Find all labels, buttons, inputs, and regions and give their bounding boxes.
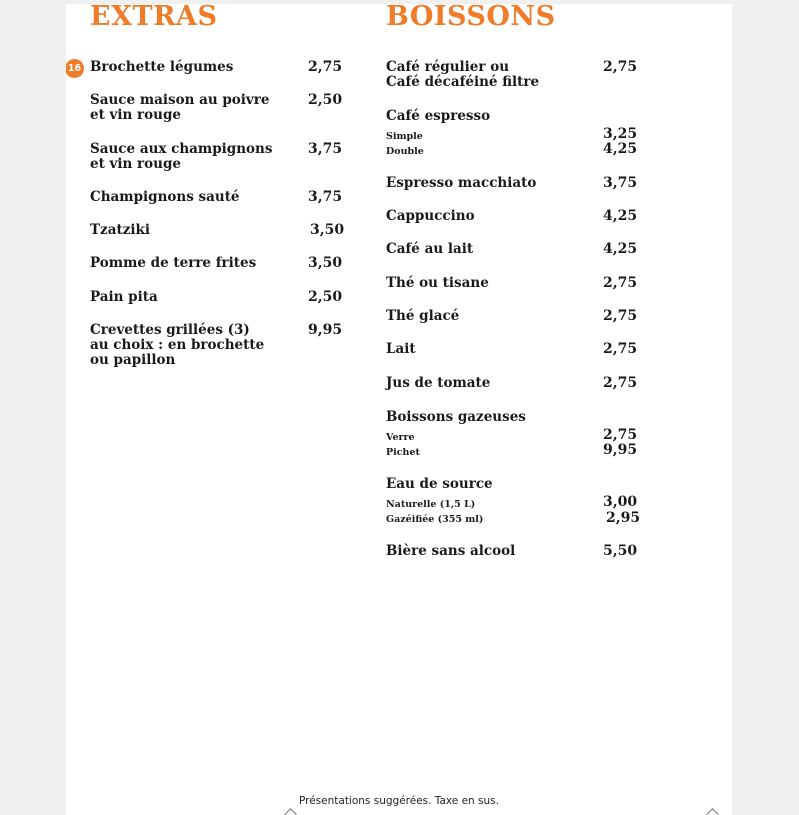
item-name: Café espresso <box>386 108 491 124</box>
item-price: 3,50 <box>310 222 345 238</box>
item-name: Espresso macchiato <box>386 175 537 191</box>
boissons-column <box>386 4 646 559</box>
menu-page <box>66 4 732 815</box>
sub-item-label: Pichet <box>386 447 420 458</box>
sub-item-price: 2,75 <box>603 427 638 443</box>
sub-item-price: 3,25 <box>603 126 638 142</box>
item-name: Pomme de terre frites <box>90 255 257 271</box>
extras-heading: EXTRAS <box>90 4 218 32</box>
sub-item-price: 4,25 <box>603 141 638 157</box>
sub-item-label: Double <box>386 146 424 157</box>
sub-item-price: 3,00 <box>603 494 638 510</box>
item-name: Boissons gazeuses <box>386 409 526 425</box>
item-price: 2,50 <box>308 289 343 305</box>
item-name: Thé ou tisane <box>386 275 489 291</box>
item-name: Sauce aux champignons et vin rouge <box>90 141 273 172</box>
item-name: Sauce maison au poivre et vin rouge <box>90 92 270 123</box>
item-price: 5,50 <box>603 543 638 559</box>
item-name: Café au lait <box>386 241 474 257</box>
footer-note: Présentations suggérées. Taxe en sus. <box>298 795 499 807</box>
sub-item-price: 9,95 <box>603 442 638 458</box>
item-name: Tzatziki <box>90 222 150 238</box>
caret-up-icon <box>706 808 719 815</box>
sub-item-price: 2,95 <box>606 510 641 526</box>
item-price: 3,75 <box>603 175 638 191</box>
sub-item-label: Naturelle (1,5 L) <box>386 499 476 510</box>
item-price: 2,50 <box>308 92 343 108</box>
item-name: Eau de source <box>386 476 493 492</box>
item-price: 2,75 <box>603 341 638 357</box>
item-price: 3,50 <box>308 255 343 271</box>
item-price: 3,75 <box>308 189 343 205</box>
item-name: Cappuccino <box>386 208 475 224</box>
item-name: Bière sans alcool <box>386 543 516 559</box>
boissons-heading: BOISSONS <box>386 4 556 32</box>
page-number-badge: 16 <box>66 59 84 78</box>
item-price: 2,75 <box>603 275 638 291</box>
item-name: Pain pita <box>90 289 158 305</box>
sub-item-label: Gazéifiée (355 ml) <box>386 514 484 525</box>
item-price: 4,25 <box>603 208 638 224</box>
item-name: Crevettes grillées (3) au choix : en brochette ou papillon <box>90 322 265 368</box>
item-price: 2,75 <box>308 59 343 75</box>
item-name: Lait <box>386 341 416 357</box>
item-price: 2,75 <box>603 375 638 391</box>
item-price: 9,95 <box>308 322 343 338</box>
item-price: 2,75 <box>603 59 638 75</box>
item-name: Champignons sauté <box>90 189 240 205</box>
item-name: Café régulier ou Café décaféiné filtre <box>386 59 540 90</box>
item-price: 2,75 <box>603 308 638 324</box>
sub-item-label: Simple <box>386 131 423 142</box>
item-name: Thé glacé <box>386 308 460 324</box>
item-price: 4,25 <box>603 241 638 257</box>
item-name: Jus de tomate <box>386 375 491 391</box>
item-name: Brochette légumes <box>90 59 234 75</box>
caret-up-icon <box>284 808 297 815</box>
item-price: 3,75 <box>308 141 343 157</box>
extras-column <box>67 4 350 368</box>
sub-item-label: Verre <box>386 432 415 443</box>
